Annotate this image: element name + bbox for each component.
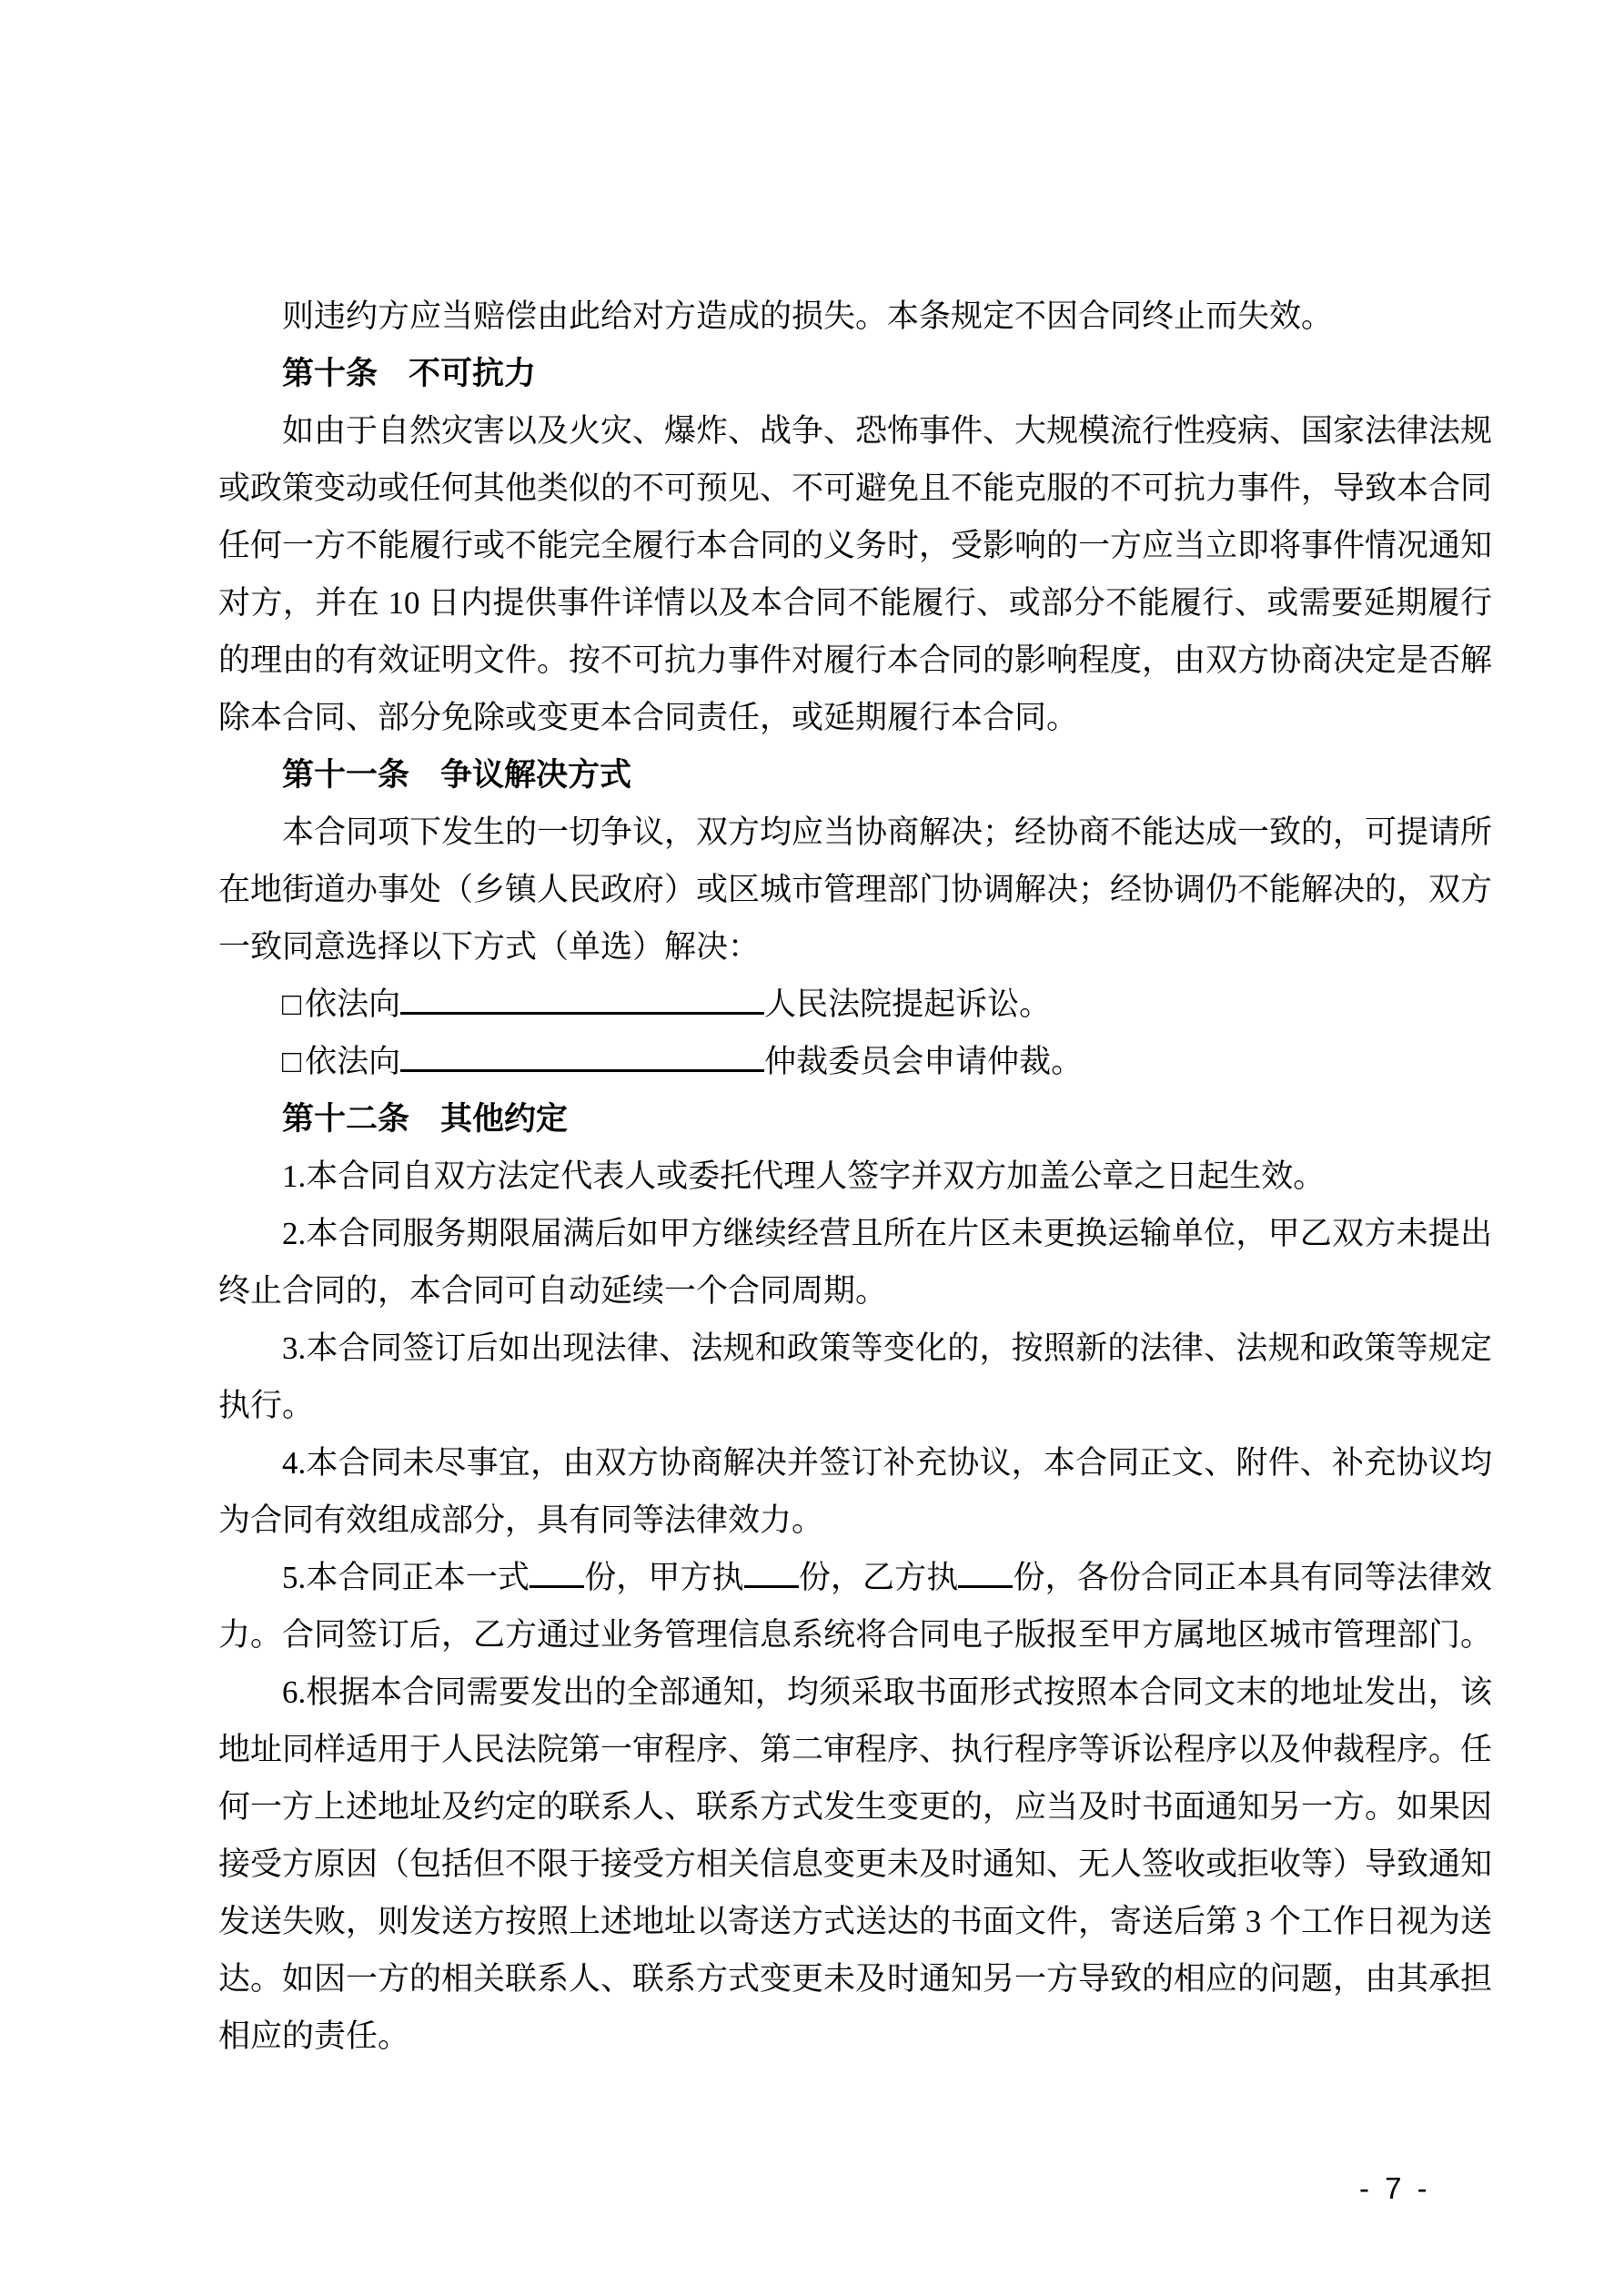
article-10-number: 第十条 [282,356,378,391]
contract-body [218,288,1492,2065]
closing-clause-paragraph: 则违约方应当赔偿由此给对方造成的损失。本条规定不因合同终止而失效。 [282,298,1334,334]
item-5-text-4: 份，各份合同正本具有同等法律效力。合同签订后，乙方通过业务管理信息系统将合同电子版报至甲方属地区城市管理部门。 [218,1560,1493,1653]
dispute-option-arbitration [218,1033,1492,1090]
article-11-heading [218,746,1492,804]
article-12-item-5 [218,1549,1492,1664]
page-number: - 7 - [1359,2171,1431,2205]
article-12-item-1: 1.本合同自双方法定代表人或委托代理人签字并双方加盖公章之日起生效。 [282,1158,1326,1194]
article-11-body: 本合同项下发生的一切争议，双方均应当协商解决；经协商不能达成一致的，可提请所在地街道办事处（乡镇人民政府）或区城市管理部门协调解决；经协调仍不能解决的，双方一致同意选择以下方式（单选）解决： [218,814,1493,965]
article-12-item-2: 2.本合同服务期限届满后如甲方继续经营且所在片区未更换运输单位，甲乙双方未提出终止合同的，本合同可自动延续一个合同周期。 [218,1216,1492,1309]
dispute-option-litigation [218,976,1492,1033]
article-12-number: 第十二条 [282,1101,410,1137]
checkbox-icon[interactable]: □ [282,1044,302,1079]
court-name-blank[interactable] [400,1006,764,1015]
article-12-title: 其他约定 [440,1101,569,1137]
option-litigation-prefix: 依法向 [305,986,401,1022]
article-11-number: 第十一条 [282,757,410,793]
party-a-copies-blank[interactable] [744,1580,799,1588]
article-12-heading [218,1090,1492,1148]
arbitration-commission-blank[interactable] [400,1064,764,1072]
party-b-copies-blank[interactable] [958,1580,1013,1588]
item-5-text-3: 份，乙方执 [798,1560,959,1595]
option-arbitration-suffix: 仲裁委员会申请仲裁。 [764,1044,1084,1079]
article-10-body: 如由于自然灾害以及火灾、爆炸、战争、恐怖事件、大规模流行性疫病、国家法律法规或政策变动或任何其他类似的不可预见、不可避免且不能克服的不可抗力事件，导致本合同任何一方不能履行或不能完全履行本合同的义务时，受影响的一方应当立即将事件情况通知对方，并在 10 日内提供事件详情以及本合同不能履行、或部分不能履行、或需要延期履行的理由的有效证明文件。按不可抗力事件对履行本合同的影响程度，由双方协商决定是否解除本合同、部分免除或变更本合同责任，或延期履行本合同。 [218,413,1493,735]
item-5-text-1: 5.本合同正本一式 [282,1560,530,1595]
checkbox-icon[interactable]: □ [282,986,302,1022]
article-12-item-4: 4.本合同未尽事宜，由双方协商解决并签订补充协议，本合同正文、附件、补充协议均为合同有效组成部分，具有同等法律效力。 [218,1445,1492,1538]
article-10-heading [218,345,1492,402]
article-10-title: 不可抗力 [409,356,537,391]
item-5-text-2: 份，甲方执 [584,1560,744,1595]
article-12-item-3: 3.本合同签订后如出现法律、法规和政策等变化的，按照新的法律、法规和政策等规定执行。 [218,1330,1492,1423]
option-litigation-suffix: 人民法院提起诉讼。 [764,986,1052,1022]
option-arbitration-prefix: 依法向 [305,1044,401,1079]
article-12-item-6: 6.根据本合同需要发出的全部通知，均须采取书面形式按照本合同文末的地址发出，该地址同样适用于人民法院第一审程序、第二审程序、执行程序等诉讼程序以及仲裁程序。任何一方上述地址及约定的联系人、联系方式发生变更的，应当及时书面通知另一方。如果因接受方原因（包括但不限于接受方相关信息变更未及时通知、无人签收或拒收等）导致通知发送失败，则发送方按照上述地址以寄送方式送达的书面文件，寄送后第 3 个工作日视为送达。如因一方的相关联系人、联系方式变更未及时通知另一方导致的相应的问题，由其承担相应的责任。 [218,1674,1493,2054]
total-copies-blank[interactable] [530,1580,584,1588]
article-11-title: 争议解决方式 [440,757,632,793]
